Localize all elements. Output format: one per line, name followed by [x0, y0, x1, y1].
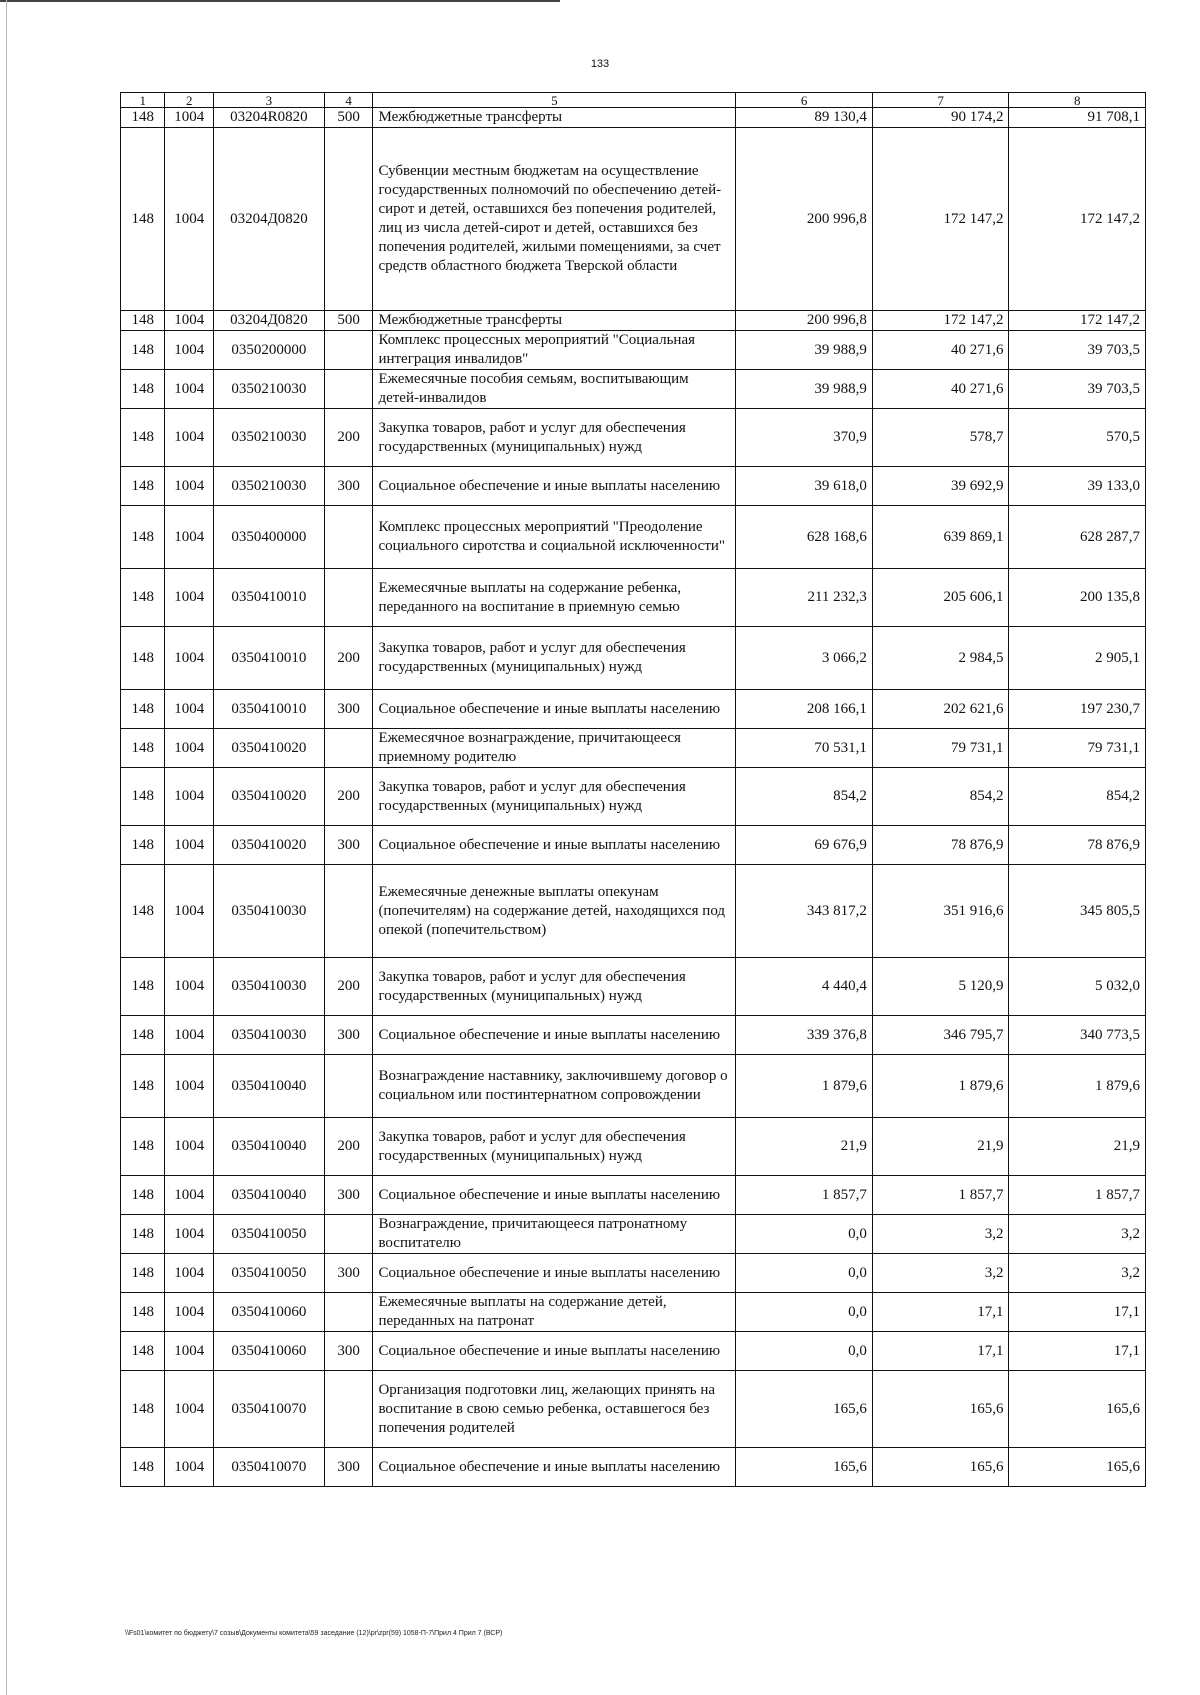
- cell-description: Социальное обеспечение и иные выплаты населению: [373, 1254, 736, 1293]
- scan-artifact-edge: [6, 0, 7, 1695]
- cell-amount-col7: 854,2: [872, 768, 1009, 826]
- cell-section-code: 1004: [165, 1332, 214, 1371]
- table-row: [121, 768, 1146, 826]
- cell-description: Закупка товаров, работ и услуг для обеспечения государственных (муниципальных) нужд: [373, 958, 736, 1016]
- cell-section-code: 1004: [165, 768, 214, 826]
- footer-file-path: \\Fs01\комитет по бюджету\7 созыв\Документы комитета\59 заседание (12)\pr\zpr(59) 1058-П-7\Прил 4 Прил 7 (ВСР): [125, 1630, 503, 1637]
- cell-target-article: 0350410010: [214, 690, 325, 729]
- cell-section-code: 1004: [165, 409, 214, 467]
- cell-amount-col8: 628 287,7: [1009, 506, 1146, 569]
- col-header-1: 1: [121, 93, 165, 108]
- cell-expense-type: 300: [324, 1448, 373, 1487]
- cell-amount-col8: 570,5: [1009, 409, 1146, 467]
- cell-amount-col6: 1 857,7: [736, 1176, 873, 1215]
- cell-ministry-code: 148: [121, 865, 165, 958]
- header-row: [121, 93, 1146, 108]
- cell-expense-type: [324, 370, 373, 409]
- cell-description: Закупка товаров, работ и услуг для обеспечения государственных (муниципальных) нужд: [373, 627, 736, 690]
- table-row: [121, 370, 1146, 409]
- cell-amount-col6: 0,0: [736, 1293, 873, 1332]
- cell-description: Вознаграждение, причитающееся патронатному воспитателю: [373, 1215, 736, 1254]
- cell-ministry-code: 148: [121, 128, 165, 311]
- cell-expense-type: 300: [324, 1016, 373, 1055]
- cell-section-code: 1004: [165, 370, 214, 409]
- cell-ministry-code: 148: [121, 409, 165, 467]
- cell-amount-col8: 172 147,2: [1009, 311, 1146, 331]
- cell-expense-type: 200: [324, 1118, 373, 1176]
- cell-amount-col6: 3 066,2: [736, 627, 873, 690]
- cell-target-article: 0350410020: [214, 768, 325, 826]
- cell-section-code: 1004: [165, 1371, 214, 1448]
- cell-section-code: 1004: [165, 1055, 214, 1118]
- cell-amount-col6: 70 531,1: [736, 729, 873, 768]
- table-row: [121, 1254, 1146, 1293]
- table-row: [121, 865, 1146, 958]
- cell-amount-col6: 39 988,9: [736, 331, 873, 370]
- table-row: [121, 1371, 1146, 1448]
- cell-amount-col6: 370,9: [736, 409, 873, 467]
- cell-target-article: 0350210030: [214, 409, 325, 467]
- col-header-6: 6: [736, 93, 873, 108]
- cell-target-article: 0350410050: [214, 1215, 325, 1254]
- cell-amount-col8: 39 133,0: [1009, 467, 1146, 506]
- cell-description: Социальное обеспечение и иные выплаты населению: [373, 1448, 736, 1487]
- cell-description: Комплекс процессных мероприятий "Преодоление социального сиротства и социальной исключенности": [373, 506, 736, 569]
- cell-amount-col8: 172 147,2: [1009, 128, 1146, 311]
- cell-description: Межбюджетные трансферты: [373, 311, 736, 331]
- cell-amount-col6: 1 879,6: [736, 1055, 873, 1118]
- cell-amount-col7: 21,9: [872, 1118, 1009, 1176]
- cell-ministry-code: 148: [121, 1176, 165, 1215]
- cell-target-article: 0350410040: [214, 1118, 325, 1176]
- cell-expense-type: [324, 331, 373, 370]
- cell-section-code: 1004: [165, 729, 214, 768]
- cell-description: Организация подготовки лиц, желающих принять на воспитание в свою семью ребенка, оставшегося без попечения родителей: [373, 1371, 736, 1448]
- cell-ministry-code: 148: [121, 569, 165, 627]
- cell-amount-col8: 79 731,1: [1009, 729, 1146, 768]
- cell-amount-col8: 165,6: [1009, 1448, 1146, 1487]
- cell-expense-type: [324, 865, 373, 958]
- cell-amount-col8: 197 230,7: [1009, 690, 1146, 729]
- cell-ministry-code: 148: [121, 1448, 165, 1487]
- table-row: [121, 331, 1146, 370]
- cell-expense-type: 200: [324, 409, 373, 467]
- cell-amount-col8: 5 032,0: [1009, 958, 1146, 1016]
- cell-target-article: 0350410020: [214, 729, 325, 768]
- cell-amount-col7: 5 120,9: [872, 958, 1009, 1016]
- cell-expense-type: 300: [324, 1176, 373, 1215]
- table-row: [121, 1293, 1146, 1332]
- cell-ministry-code: 148: [121, 1332, 165, 1371]
- cell-target-article: 0350200000: [214, 331, 325, 370]
- cell-amount-col6: 69 676,9: [736, 826, 873, 865]
- cell-amount-col7: 17,1: [872, 1332, 1009, 1371]
- cell-section-code: 1004: [165, 1176, 214, 1215]
- cell-description: Социальное обеспечение и иные выплаты населению: [373, 467, 736, 506]
- table-row: [121, 1016, 1146, 1055]
- cell-description: Социальное обеспечение и иные выплаты населению: [373, 1332, 736, 1371]
- table-row: [121, 128, 1146, 311]
- cell-expense-type: 300: [324, 1332, 373, 1371]
- cell-amount-col8: 91 708,1: [1009, 108, 1146, 128]
- cell-amount-col7: 165,6: [872, 1371, 1009, 1448]
- cell-amount-col7: 202 621,6: [872, 690, 1009, 729]
- cell-ministry-code: 148: [121, 108, 165, 128]
- cell-target-article: 0350400000: [214, 506, 325, 569]
- cell-amount-col7: 40 271,6: [872, 331, 1009, 370]
- col-header-4: 4: [324, 93, 373, 108]
- cell-amount-col7: 165,6: [872, 1448, 1009, 1487]
- table-row: [121, 311, 1146, 331]
- table-row: [121, 467, 1146, 506]
- cell-amount-col7: 39 692,9: [872, 467, 1009, 506]
- cell-amount-col7: 2 984,5: [872, 627, 1009, 690]
- cell-description: Межбюджетные трансферты: [373, 108, 736, 128]
- cell-ministry-code: 148: [121, 1371, 165, 1448]
- cell-amount-col6: 39 988,9: [736, 370, 873, 409]
- cell-section-code: 1004: [165, 1448, 214, 1487]
- cell-amount-col8: 200 135,8: [1009, 569, 1146, 627]
- cell-amount-col6: 0,0: [736, 1215, 873, 1254]
- cell-expense-type: 500: [324, 108, 373, 128]
- cell-section-code: 1004: [165, 128, 214, 311]
- cell-section-code: 1004: [165, 331, 214, 370]
- cell-ministry-code: 148: [121, 768, 165, 826]
- cell-amount-col8: 78 876,9: [1009, 826, 1146, 865]
- cell-amount-col7: 351 916,6: [872, 865, 1009, 958]
- cell-expense-type: 300: [324, 690, 373, 729]
- cell-amount-col7: 17,1: [872, 1293, 1009, 1332]
- cell-amount-col8: 1 857,7: [1009, 1176, 1146, 1215]
- cell-expense-type: [324, 1293, 373, 1332]
- cell-amount-col6: 4 440,4: [736, 958, 873, 1016]
- budget-table: [120, 92, 1146, 1487]
- cell-amount-col8: 345 805,5: [1009, 865, 1146, 958]
- cell-amount-col8: 3,2: [1009, 1215, 1146, 1254]
- cell-section-code: 1004: [165, 627, 214, 690]
- cell-amount-col8: 17,1: [1009, 1293, 1146, 1332]
- cell-ministry-code: 148: [121, 1215, 165, 1254]
- cell-amount-col6: 165,6: [736, 1448, 873, 1487]
- cell-target-article: 0350410020: [214, 826, 325, 865]
- cell-ministry-code: 148: [121, 690, 165, 729]
- cell-expense-type: 500: [324, 311, 373, 331]
- cell-section-code: 1004: [165, 467, 214, 506]
- cell-ministry-code: 148: [121, 1055, 165, 1118]
- table-row: [121, 690, 1146, 729]
- cell-amount-col7: 3,2: [872, 1254, 1009, 1293]
- cell-amount-col7: 78 876,9: [872, 826, 1009, 865]
- cell-target-article: 0350410060: [214, 1293, 325, 1332]
- cell-expense-type: [324, 1055, 373, 1118]
- cell-ministry-code: 148: [121, 826, 165, 865]
- table-row: [121, 506, 1146, 569]
- table-row: [121, 1118, 1146, 1176]
- cell-expense-type: 300: [324, 826, 373, 865]
- table-body: [121, 108, 1146, 1487]
- col-header-2: 2: [165, 93, 214, 108]
- cell-ministry-code: 148: [121, 311, 165, 331]
- cell-amount-col6: 39 618,0: [736, 467, 873, 506]
- cell-amount-col8: 1 879,6: [1009, 1055, 1146, 1118]
- cell-ministry-code: 148: [121, 729, 165, 768]
- cell-amount-col8: 340 773,5: [1009, 1016, 1146, 1055]
- cell-target-article: 03204Д0820: [214, 311, 325, 331]
- cell-amount-col7: 172 147,2: [872, 311, 1009, 331]
- table-row: [121, 627, 1146, 690]
- cell-target-article: 0350410030: [214, 958, 325, 1016]
- cell-target-article: 0350410030: [214, 865, 325, 958]
- cell-amount-col8: 17,1: [1009, 1332, 1146, 1371]
- cell-amount-col6: 208 166,1: [736, 690, 873, 729]
- cell-expense-type: 300: [324, 1254, 373, 1293]
- cell-description: Ежемесячные выплаты на содержание ребенка, переданного на воспитание в приемную семью: [373, 569, 736, 627]
- cell-amount-col7: 79 731,1: [872, 729, 1009, 768]
- table-row: [121, 958, 1146, 1016]
- cell-section-code: 1004: [165, 1293, 214, 1332]
- cell-amount-col8: 2 905,1: [1009, 627, 1146, 690]
- cell-expense-type: 200: [324, 627, 373, 690]
- cell-description: Социальное обеспечение и иные выплаты населению: [373, 1176, 736, 1215]
- cell-expense-type: [324, 128, 373, 311]
- cell-description: Комплекс процессных мероприятий "Социальная интеграция инвалидов": [373, 331, 736, 370]
- scan-artifact-line: [0, 0, 560, 2]
- cell-expense-type: [324, 1371, 373, 1448]
- cell-expense-type: [324, 506, 373, 569]
- cell-section-code: 1004: [165, 1016, 214, 1055]
- cell-ministry-code: 148: [121, 1254, 165, 1293]
- cell-target-article: 0350410040: [214, 1176, 325, 1215]
- cell-amount-col8: 854,2: [1009, 768, 1146, 826]
- cell-ministry-code: 148: [121, 506, 165, 569]
- cell-description: Ежемесячные выплаты на содержание детей, переданных на патронат: [373, 1293, 736, 1332]
- page-number: 133: [590, 58, 610, 70]
- cell-ministry-code: 148: [121, 467, 165, 506]
- cell-section-code: 1004: [165, 1215, 214, 1254]
- cell-expense-type: 200: [324, 768, 373, 826]
- cell-section-code: 1004: [165, 958, 214, 1016]
- cell-description: Вознаграждение наставнику, заключившему договор о социальном или постинтернатном сопровождении: [373, 1055, 736, 1118]
- cell-amount-col7: 346 795,7: [872, 1016, 1009, 1055]
- table-row: [121, 1448, 1146, 1487]
- cell-amount-col7: 3,2: [872, 1215, 1009, 1254]
- table-row: [121, 826, 1146, 865]
- cell-expense-type: [324, 1215, 373, 1254]
- cell-amount-col7: 578,7: [872, 409, 1009, 467]
- cell-amount-col7: 205 606,1: [872, 569, 1009, 627]
- cell-amount-col8: 39 703,5: [1009, 370, 1146, 409]
- cell-section-code: 1004: [165, 569, 214, 627]
- cell-amount-col6: 200 996,8: [736, 311, 873, 331]
- cell-description: Ежемесячное вознаграждение, причитающееся приемному родителю: [373, 729, 736, 768]
- table-row: [121, 1176, 1146, 1215]
- table-row: [121, 1215, 1146, 1254]
- col-header-8: 8: [1009, 93, 1146, 108]
- cell-section-code: 1004: [165, 108, 214, 128]
- cell-section-code: 1004: [165, 865, 214, 958]
- cell-description: Социальное обеспечение и иные выплаты населению: [373, 826, 736, 865]
- cell-amount-col6: 854,2: [736, 768, 873, 826]
- cell-amount-col6: 89 130,4: [736, 108, 873, 128]
- cell-amount-col6: 0,0: [736, 1332, 873, 1371]
- cell-description: Социальное обеспечение и иные выплаты населению: [373, 1016, 736, 1055]
- cell-ministry-code: 148: [121, 1016, 165, 1055]
- table-row: [121, 108, 1146, 128]
- cell-amount-col6: 339 376,8: [736, 1016, 873, 1055]
- cell-description: Ежемесячные пособия семьям, воспитывающим детей-инвалидов: [373, 370, 736, 409]
- col-header-7: 7: [872, 93, 1009, 108]
- cell-amount-col7: 90 174,2: [872, 108, 1009, 128]
- table-row: [121, 729, 1146, 768]
- cell-section-code: 1004: [165, 690, 214, 729]
- cell-description: Закупка товаров, работ и услуг для обеспечения государственных (муниципальных) нужд: [373, 1118, 736, 1176]
- cell-amount-col6: 628 168,6: [736, 506, 873, 569]
- cell-section-code: 1004: [165, 1118, 214, 1176]
- cell-section-code: 1004: [165, 311, 214, 331]
- cell-amount-col8: 165,6: [1009, 1371, 1146, 1448]
- col-header-3: 3: [214, 93, 325, 108]
- cell-description: Ежемесячные денежные выплаты опекунам (попечителям) на содержание детей, находящихся под опекой (попечительством): [373, 865, 736, 958]
- cell-description: Закупка товаров, работ и услуг для обеспечения государственных (муниципальных) нужд: [373, 409, 736, 467]
- table-row: [121, 569, 1146, 627]
- cell-amount-col6: 0,0: [736, 1254, 873, 1293]
- cell-target-article: 0350410010: [214, 627, 325, 690]
- cell-amount-col7: 639 869,1: [872, 506, 1009, 569]
- cell-expense-type: [324, 729, 373, 768]
- cell-amount-col6: 343 817,2: [736, 865, 873, 958]
- cell-target-article: 03204R0820: [214, 108, 325, 128]
- cell-target-article: 0350410040: [214, 1055, 325, 1118]
- cell-target-article: 03204Д0820: [214, 128, 325, 311]
- cell-amount-col6: 200 996,8: [736, 128, 873, 311]
- cell-target-article: 0350210030: [214, 370, 325, 409]
- cell-target-article: 0350410070: [214, 1448, 325, 1487]
- cell-amount-col6: 21,9: [736, 1118, 873, 1176]
- cell-description: Закупка товаров, работ и услуг для обеспечения государственных (муниципальных) нужд: [373, 768, 736, 826]
- cell-amount-col7: 1 879,6: [872, 1055, 1009, 1118]
- cell-ministry-code: 148: [121, 958, 165, 1016]
- table-row: [121, 1332, 1146, 1371]
- cell-amount-col6: 165,6: [736, 1371, 873, 1448]
- cell-expense-type: 200: [324, 958, 373, 1016]
- cell-description: Социальное обеспечение и иные выплаты населению: [373, 690, 736, 729]
- col-header-5: 5: [373, 93, 736, 108]
- table-row: [121, 1055, 1146, 1118]
- cell-target-article: 0350410010: [214, 569, 325, 627]
- cell-expense-type: [324, 569, 373, 627]
- table-row: [121, 409, 1146, 467]
- cell-section-code: 1004: [165, 506, 214, 569]
- cell-target-article: 0350210030: [214, 467, 325, 506]
- cell-amount-col7: 172 147,2: [872, 128, 1009, 311]
- cell-amount-col7: 1 857,7: [872, 1176, 1009, 1215]
- cell-ministry-code: 148: [121, 1293, 165, 1332]
- cell-ministry-code: 148: [121, 627, 165, 690]
- cell-target-article: 0350410070: [214, 1371, 325, 1448]
- cell-amount-col8: 21,9: [1009, 1118, 1146, 1176]
- cell-section-code: 1004: [165, 826, 214, 865]
- cell-target-article: 0350410060: [214, 1332, 325, 1371]
- cell-section-code: 1004: [165, 1254, 214, 1293]
- cell-amount-col7: 40 271,6: [872, 370, 1009, 409]
- cell-expense-type: 300: [324, 467, 373, 506]
- cell-description: Субвенции местным бюджетам на осуществление государственных полномочий по обеспечению детей-сирот и детей, оставшихся без попечения родителей, лиц из числа детей-сирот и детей, оставшихся без попечения родителей, жилыми помещениями, за счет средств областного бюджета Тверской области: [373, 128, 736, 311]
- cell-amount-col8: 39 703,5: [1009, 331, 1146, 370]
- cell-target-article: 0350410030: [214, 1016, 325, 1055]
- cell-amount-col8: 3,2: [1009, 1254, 1146, 1293]
- cell-ministry-code: 148: [121, 1118, 165, 1176]
- cell-ministry-code: 148: [121, 370, 165, 409]
- cell-target-article: 0350410050: [214, 1254, 325, 1293]
- cell-amount-col6: 211 232,3: [736, 569, 873, 627]
- cell-ministry-code: 148: [121, 331, 165, 370]
